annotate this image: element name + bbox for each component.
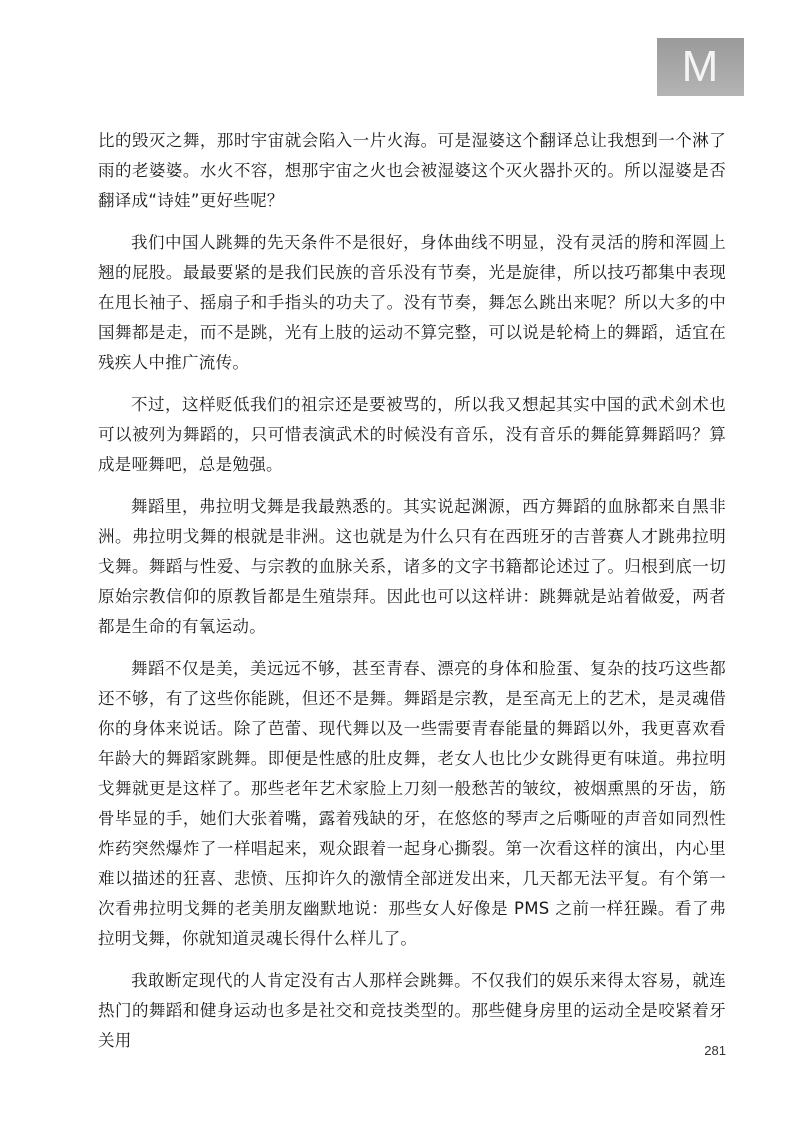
section-letter: M <box>681 42 720 91</box>
paragraph: 比的毁灭之舞，那时宇宙就会陷入一片火海。可是湿婆这个翻译总让我想到一个淋了雨的老婆婆。水火不容，想那宇宙之火也会被湿婆这个灭火器扑灭的。所以湿婆是否翻译成“诗娃”更好些呢？ <box>98 131 726 210</box>
paragraph: 我们中国人跳舞的先天条件不是很好，身体曲线不明显，没有灵活的胯和浑圆上翘的屁股。最最要紧的是我们民族的音乐没有节奏，光是旋律，所以技巧都集中表现在甩长袖子、摇扇子和手指头的功夫了。没有节奏，舞怎么跳出来呢？所以大多的中国舞都是走，而不是跳，光有上肢的运动不算完整，可以说是轮椅上的舞蹈，适宜在残疾人中推广流传。 <box>98 233 726 372</box>
paragraph: 舞蹈不仅是美，美远远不够，甚至青春、漂亮的身体和脸蛋、复杂的技巧这些都还不够，有了这些你能跳，但还不是舞。舞蹈是宗教，是至高无上的艺术，是灵魂借你的身体来说话。除了芭蕾、现代舞以及一些需要青春能量的舞蹈以外，我更喜欢看年龄大的舞蹈家跳舞。即便是性感的肚皮舞，老女人也比少女跳得更有味道。弗拉明戈舞就更是这样了。那些老年艺术家脸上刀刻一般愁苦的皱纹，被烟熏黑的牙齿，筋骨毕显的手，她们大张着嘴，露着残缺的牙，在悠悠的琴声之后嘶哑的声音如同烈性炸药突然爆炸了一样唱起来，观众跟着一起身心撕裂。第一次看这样的演出，内心里难以描述的狂喜、悲愤、压抑许久的激情全部迸发出来，几天都无法平复。有个第一次看弗拉明戈舞的老美朋友幽默地说：那些女人好像是 PMS 之前一样狂躁。看了弗拉明戈舞，你就知道灵魂长得什么样儿了。 <box>98 659 726 948</box>
page-body <box>98 126 726 1068</box>
paragraph: 舞蹈里，弗拉明戈舞是我最熟悉的。其实说起渊源，西方舞蹈的血脉都来自黑非洲。弗拉明戈舞的根就是非洲。这也就是为什么只有在西班牙的吉普赛人才跳弗拉明戈舞。舞蹈与性爱、与宗教的血脉关系，诸多的文字书籍都论述过了。归根到底一切原始宗教信仰的原教旨都是生殖崇拜。因此也可以这样讲：跳舞就是站着做爱，两者都是生命的有氧运动。 <box>98 497 726 636</box>
paragraph: 不过，这样贬低我们的祖宗还是要被骂的，所以我又想起其实中国的武术剑术也可以被列为舞蹈的，只可惜表演武术的时候没有音乐，没有音乐的舞能算舞蹈吗？算成是哑舞吧，总是勉强。 <box>98 395 726 474</box>
section-letter-tab <box>657 38 744 96</box>
page-number: 281 <box>704 1043 726 1058</box>
paragraph: 我敢断定现代的人肯定没有古人那样会跳舞。不仅我们的娱乐来得太容易，就连热门的舞蹈和健身运动也多是社交和竞技类型的。那些健身房里的运动全是咬紧着牙关用 <box>98 971 726 1050</box>
